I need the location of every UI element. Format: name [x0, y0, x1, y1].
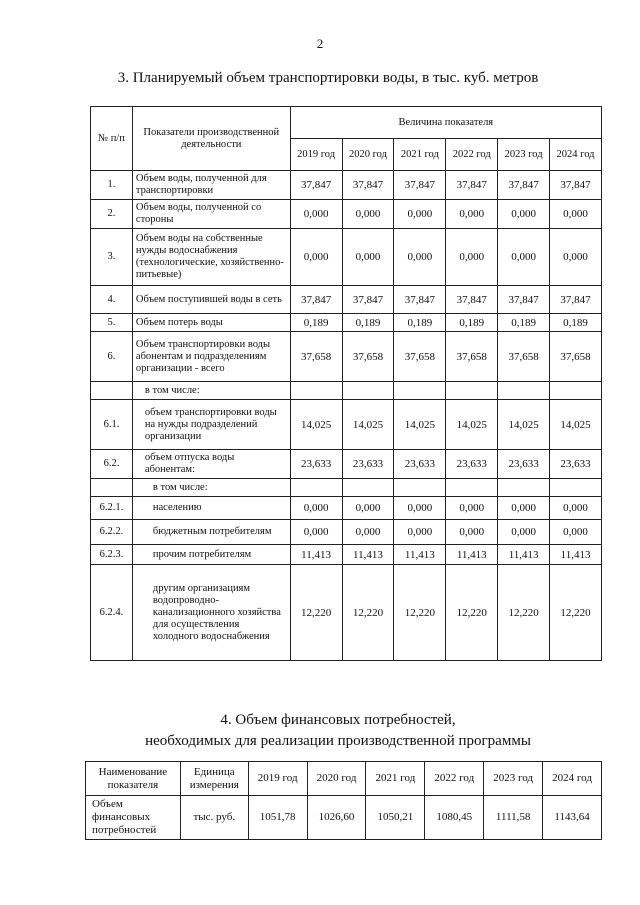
header-year: 2019 год	[248, 762, 307, 796]
row-label: в том числе:	[132, 479, 290, 497]
row-value	[446, 479, 498, 497]
row-label: Объем транспортировки воды абонентам и подразделениям организации - всего	[132, 332, 290, 382]
table-row	[91, 479, 602, 497]
row-label: прочим потребителям	[132, 545, 290, 565]
row-number: 2.	[91, 200, 133, 229]
row-value: 37,847	[498, 171, 550, 200]
financial-needs-table	[85, 761, 602, 840]
row-number	[91, 479, 133, 497]
table-row	[91, 400, 602, 450]
row-value: 0,000	[498, 497, 550, 520]
header-year: 2021 год	[394, 139, 446, 171]
row-value: 0,000	[394, 229, 446, 286]
row-label: объем отпуска воды абонентам:	[132, 450, 290, 479]
header-year: 2022 год	[446, 139, 498, 171]
header-name: Наименование показателя	[86, 762, 181, 796]
row-value: 0,189	[394, 314, 446, 332]
row-label: Объем воды, полученной для транспортировки	[132, 171, 290, 200]
row-value: 0,000	[342, 520, 394, 545]
row-value: 11,413	[498, 545, 550, 565]
row-value: 37,658	[290, 332, 342, 382]
row-label: Объем поступившей воды в сеть	[132, 286, 290, 314]
row-value: 0,000	[290, 229, 342, 286]
row-value: 0,000	[446, 520, 498, 545]
row-value: 14,025	[394, 400, 446, 450]
row-value: 14,025	[550, 400, 602, 450]
table-row	[91, 229, 602, 286]
table-row	[91, 497, 602, 520]
row-number: 5.	[91, 314, 133, 332]
row-label: бюджетным потребителям	[132, 520, 290, 545]
row-number: 1.	[91, 171, 133, 200]
row-value: 37,847	[394, 171, 446, 200]
row-value: 0,000	[446, 200, 498, 229]
row-label: населению	[132, 497, 290, 520]
table-row	[91, 382, 602, 400]
row-name: Объем финансовых потребностей	[86, 796, 181, 840]
row-value: 1111,58	[484, 796, 543, 840]
row-value: 1050,21	[366, 796, 425, 840]
table-row	[91, 314, 602, 332]
row-value: 23,633	[342, 450, 394, 479]
row-value: 0,000	[394, 497, 446, 520]
row-value: 0,000	[342, 229, 394, 286]
row-value: 37,847	[446, 286, 498, 314]
row-value: 37,658	[394, 332, 446, 382]
row-value: 37,847	[290, 286, 342, 314]
row-value: 0,000	[498, 229, 550, 286]
row-value: 0,000	[550, 520, 602, 545]
row-value: 11,413	[394, 545, 446, 565]
table-row	[91, 286, 602, 314]
row-value: 0,000	[550, 200, 602, 229]
row-value: 23,633	[394, 450, 446, 479]
row-value: 0,000	[290, 497, 342, 520]
row-value: 1051,78	[248, 796, 307, 840]
row-value: 1080,45	[425, 796, 484, 840]
row-value	[498, 382, 550, 400]
row-label: Объем воды на собственные нужды водоснабжения (технологические, хозяйственно-питьевые)	[132, 229, 290, 286]
table-row	[91, 200, 602, 229]
header-year: 2024 год	[543, 762, 602, 796]
row-value	[550, 382, 602, 400]
row-value	[342, 382, 394, 400]
row-number: 6.	[91, 332, 133, 382]
row-value: 37,847	[290, 171, 342, 200]
row-value: 23,633	[498, 450, 550, 479]
header-year: 2020 год	[307, 762, 366, 796]
row-number: 6.2.	[91, 450, 133, 479]
table-row	[91, 565, 602, 661]
section4-title-line1: 4. Объем финансовых потребностей,	[220, 712, 456, 728]
row-value: 0,000	[290, 200, 342, 229]
header-year: 2021 год	[366, 762, 425, 796]
row-value: 0,000	[550, 497, 602, 520]
header-value-group: Величина показателя	[290, 107, 601, 139]
row-label: объем транспортировки воды на нужды подразделений организации	[132, 400, 290, 450]
row-number: 6.1.	[91, 400, 133, 450]
row-value: 37,847	[342, 286, 394, 314]
row-value	[290, 382, 342, 400]
row-label: в том числе:	[132, 382, 290, 400]
row-value: 0,000	[342, 497, 394, 520]
row-label: Объем потерь воды	[132, 314, 290, 332]
row-value	[446, 382, 498, 400]
row-value: 0,189	[446, 314, 498, 332]
section4-title	[38, 710, 638, 752]
row-value: 37,847	[342, 171, 394, 200]
row-number: 3.	[91, 229, 133, 286]
row-value	[394, 479, 446, 497]
row-value: 12,220	[446, 565, 498, 661]
row-value: 11,413	[290, 545, 342, 565]
header-year: 2020 год	[342, 139, 394, 171]
row-number: 6.2.1.	[91, 497, 133, 520]
header-year: 2023 год	[484, 762, 543, 796]
row-number: 6.2.3.	[91, 545, 133, 565]
row-value	[342, 479, 394, 497]
row-value: 1026,60	[307, 796, 366, 840]
row-unit: тыс. руб.	[180, 796, 248, 840]
row-value: 0,000	[498, 200, 550, 229]
row-value: 14,025	[290, 400, 342, 450]
row-value: 23,633	[550, 450, 602, 479]
row-value: 0,189	[498, 314, 550, 332]
row-value: 23,633	[290, 450, 342, 479]
row-value: 37,847	[550, 286, 602, 314]
section3-title: 3. Планируемый объем транспортировки воды, в тыс. куб. метров	[117, 70, 539, 86]
row-label: Объем воды, полученной со стороны	[132, 200, 290, 229]
row-number: 6.2.4.	[91, 565, 133, 661]
row-value: 12,220	[342, 565, 394, 661]
row-value: 37,658	[342, 332, 394, 382]
row-value: 0,000	[446, 497, 498, 520]
row-value: 12,220	[394, 565, 446, 661]
row-value: 37,847	[394, 286, 446, 314]
row-number: 6.2.2.	[91, 520, 133, 545]
row-value: 23,633	[446, 450, 498, 479]
row-value: 37,658	[498, 332, 550, 382]
row-value: 14,025	[342, 400, 394, 450]
header-year: 2024 год	[550, 139, 602, 171]
row-value: 11,413	[446, 545, 498, 565]
header-year: 2023 год	[498, 139, 550, 171]
header-unit: Единица измерения	[180, 762, 248, 796]
section4-title-line2: необходимых для реализации производственной программы	[145, 733, 531, 749]
row-value: 12,220	[498, 565, 550, 661]
row-value: 37,847	[550, 171, 602, 200]
row-value: 0,189	[550, 314, 602, 332]
row-value: 0,000	[394, 520, 446, 545]
table-row	[91, 450, 602, 479]
header-year: 2022 год	[425, 762, 484, 796]
page-number: 2	[316, 36, 324, 51]
table-row	[91, 171, 602, 200]
row-value: 0,189	[342, 314, 394, 332]
header-indicator: Показатели производственной деятельности	[132, 107, 290, 171]
row-value: 37,847	[498, 286, 550, 314]
row-number: 4.	[91, 286, 133, 314]
row-value: 1143,64	[543, 796, 602, 840]
row-value	[550, 479, 602, 497]
row-value: 11,413	[342, 545, 394, 565]
header-num: № п/п	[91, 107, 133, 171]
row-value	[290, 479, 342, 497]
row-label: другим организациям водопроводно-канализационного хозяйства для осуществления холодного водоснабжения	[132, 565, 290, 661]
row-value: 12,220	[290, 565, 342, 661]
row-value: 0,000	[446, 229, 498, 286]
row-value: 11,413	[550, 545, 602, 565]
row-value	[498, 479, 550, 497]
row-value: 0,000	[290, 520, 342, 545]
row-value: 37,658	[446, 332, 498, 382]
row-value: 12,220	[550, 565, 602, 661]
table-row	[91, 545, 602, 565]
row-value: 0,000	[394, 200, 446, 229]
row-value: 0,189	[290, 314, 342, 332]
row-value	[394, 382, 446, 400]
row-value: 37,847	[446, 171, 498, 200]
row-value: 37,658	[550, 332, 602, 382]
row-number	[91, 382, 133, 400]
row-value: 0,000	[550, 229, 602, 286]
table-row	[91, 332, 602, 382]
row-value: 14,025	[446, 400, 498, 450]
transport-volume-table	[90, 106, 602, 661]
row-value: 0,000	[342, 200, 394, 229]
table-row	[91, 520, 602, 545]
row-value: 14,025	[498, 400, 550, 450]
row-value: 0,000	[498, 520, 550, 545]
header-year: 2019 год	[290, 139, 342, 171]
